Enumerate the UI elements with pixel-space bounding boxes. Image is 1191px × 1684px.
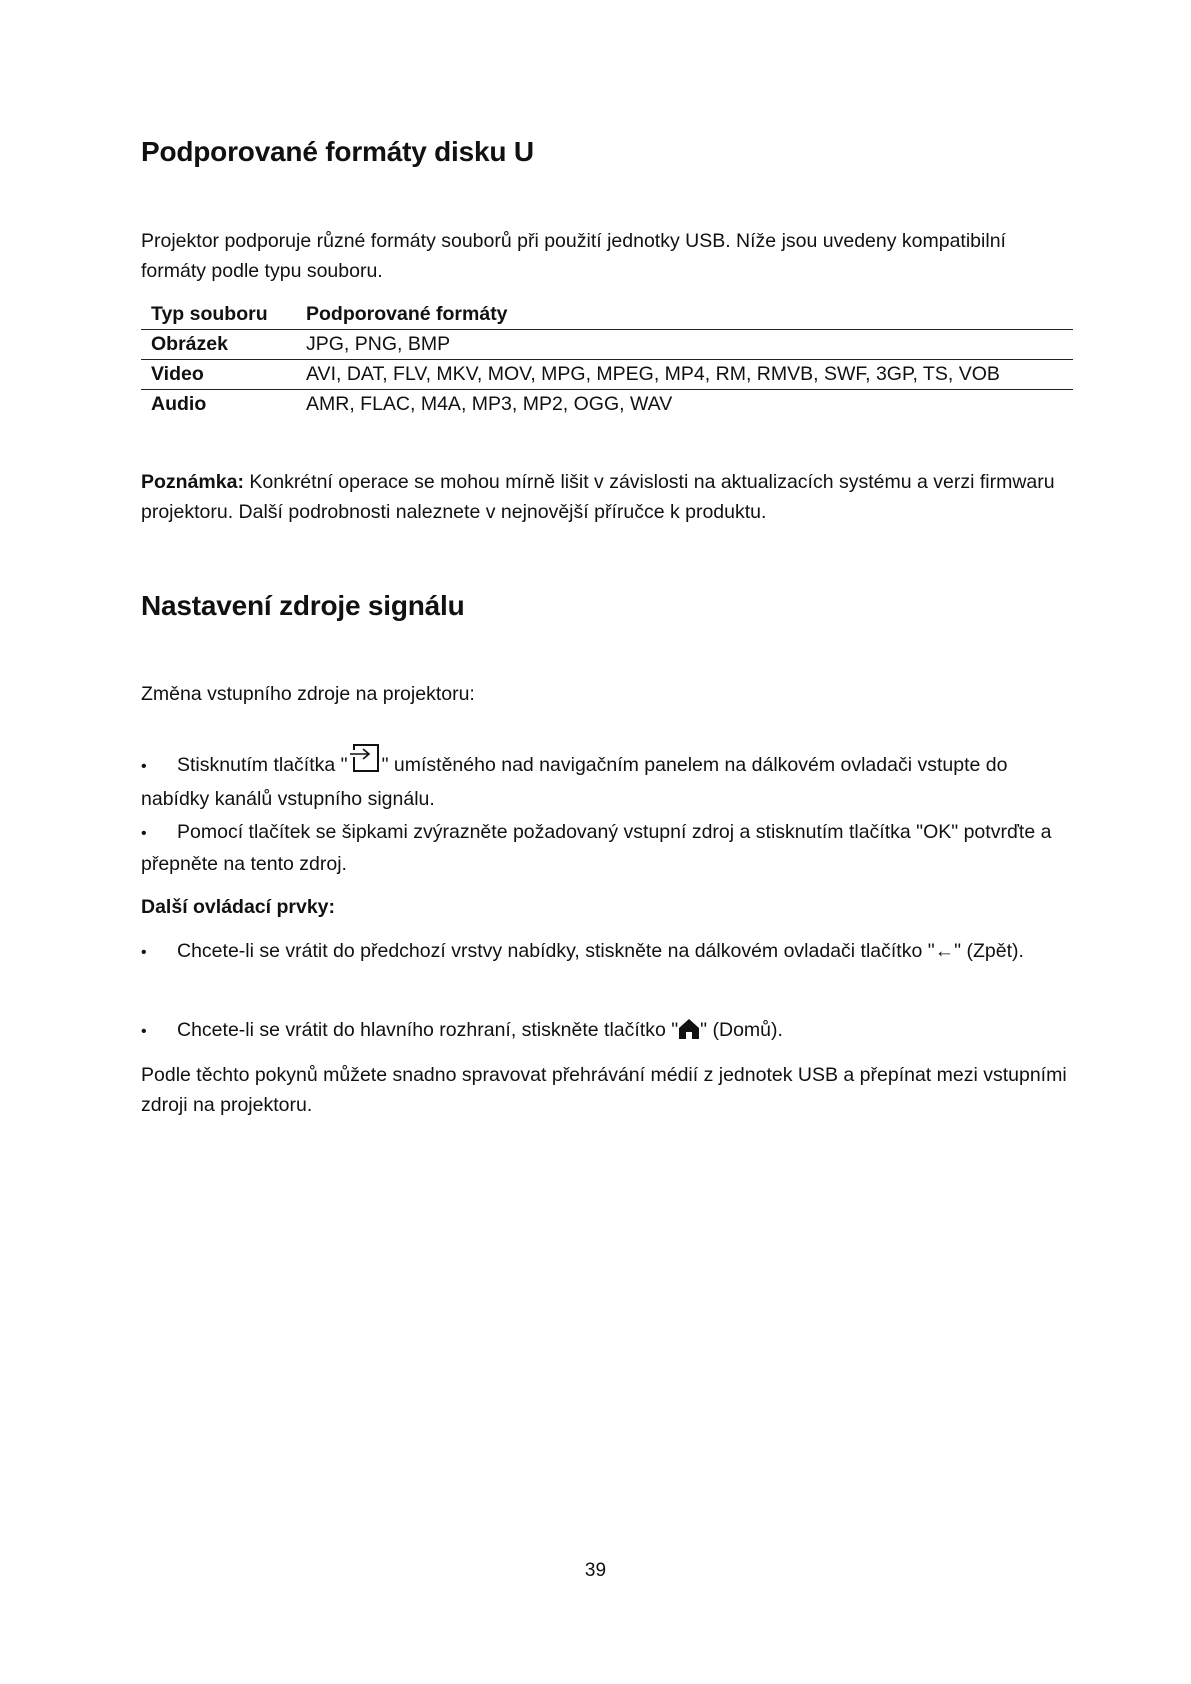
bullet1-text-after: " umístěného nad navigačním panelem na dálkovém ovladači vstupte do nabídky kanálů vstupního signálu. [141,754,1008,810]
formats-table [141,300,1073,419]
bullet4-text-after: " (Domů). [700,1019,783,1041]
table-cell-type: Video [141,360,296,390]
section-title-signal-source: Nastavení zdroje signálu [141,590,465,621]
note-text: Konkrétní operace se mohou mírně lišit v závislosti na aktualizacích systému a verzi firmwaru projektoru. Další podrobnosti naleznete v nejnovější příručce k produktu. [141,471,1055,523]
bullet1-text-before: Stisknutím tlačítka " [177,754,348,776]
home-icon [678,1018,700,1049]
bullet-back-button [141,936,1071,968]
bullet-arrow-buttons [141,817,1071,879]
table-cell-type: Audio [151,393,207,415]
table-cell-formats: AVI, DAT, FLV, MKV, MOV, MPG, MPEG, MP4, RM, RMVB, SWF, 3GP, TS, VOB [296,360,1073,390]
bullet-home-button [141,1015,1071,1049]
bullet3-text: Chcete-li se vrátit do předchozí vrstvy nabídky, stiskněte na dálkovém ovladači tlačítko "←" (Zpět). [177,940,1024,962]
table-cell-formats: AMR, FLAC, M4A, MP3, MP2, OGG, WAV [306,393,673,415]
page-number: 39 [584,1560,607,1581]
table-cell-type: Obrázek [141,330,296,360]
usb-formats-intro: Projektor podporuje různé formáty souborů při použití jednotky USB. Níže jsou uvedeny kompatibilní formáty podle typu souboru. [141,230,1006,282]
table-row [141,390,1073,420]
table-cell-formats: JPG, PNG, BMP [296,330,1073,360]
bullet2-text: Pomocí tlačítek se šipkami zvýrazněte požadovaný vstupní zdroj a stisknutím tlačítka "OK" potvrďte a přepněte na tento zdroj. [141,821,1052,875]
bullet-symbol: • [141,758,147,775]
bullet-symbol: • [141,825,147,842]
table-header-formats: Podporované formáty [296,300,1073,330]
bullet-input-button [141,741,1071,814]
signal-source-intro: Změna vstupního zdroje na projektoru: [141,683,475,705]
table-row [141,360,1073,390]
closing-paragraph: Podle těchto pokynů můžete snadno spravovat přehrávání médií z jednotek USB a přepínat mezi vstupními zdroji na projektoru. [141,1064,1067,1116]
other-controls-heading: Další ovládací prvky: [141,896,336,918]
input-source-icon [348,741,382,784]
bullet-symbol: • [141,944,147,961]
table-header-row [141,300,1073,330]
table-row [141,330,1073,360]
bullet4-text-before: Chcete-li se vrátit do hlavního rozhraní, stiskněte tlačítko " [177,1019,679,1041]
note-paragraph [141,467,1071,527]
section-title-usb-formats: Podporované formáty disku U [141,136,534,167]
bullet-symbol: • [141,1023,147,1040]
table-header-type: Typ souboru [141,300,296,330]
note-label: Poznámka: [141,471,244,493]
